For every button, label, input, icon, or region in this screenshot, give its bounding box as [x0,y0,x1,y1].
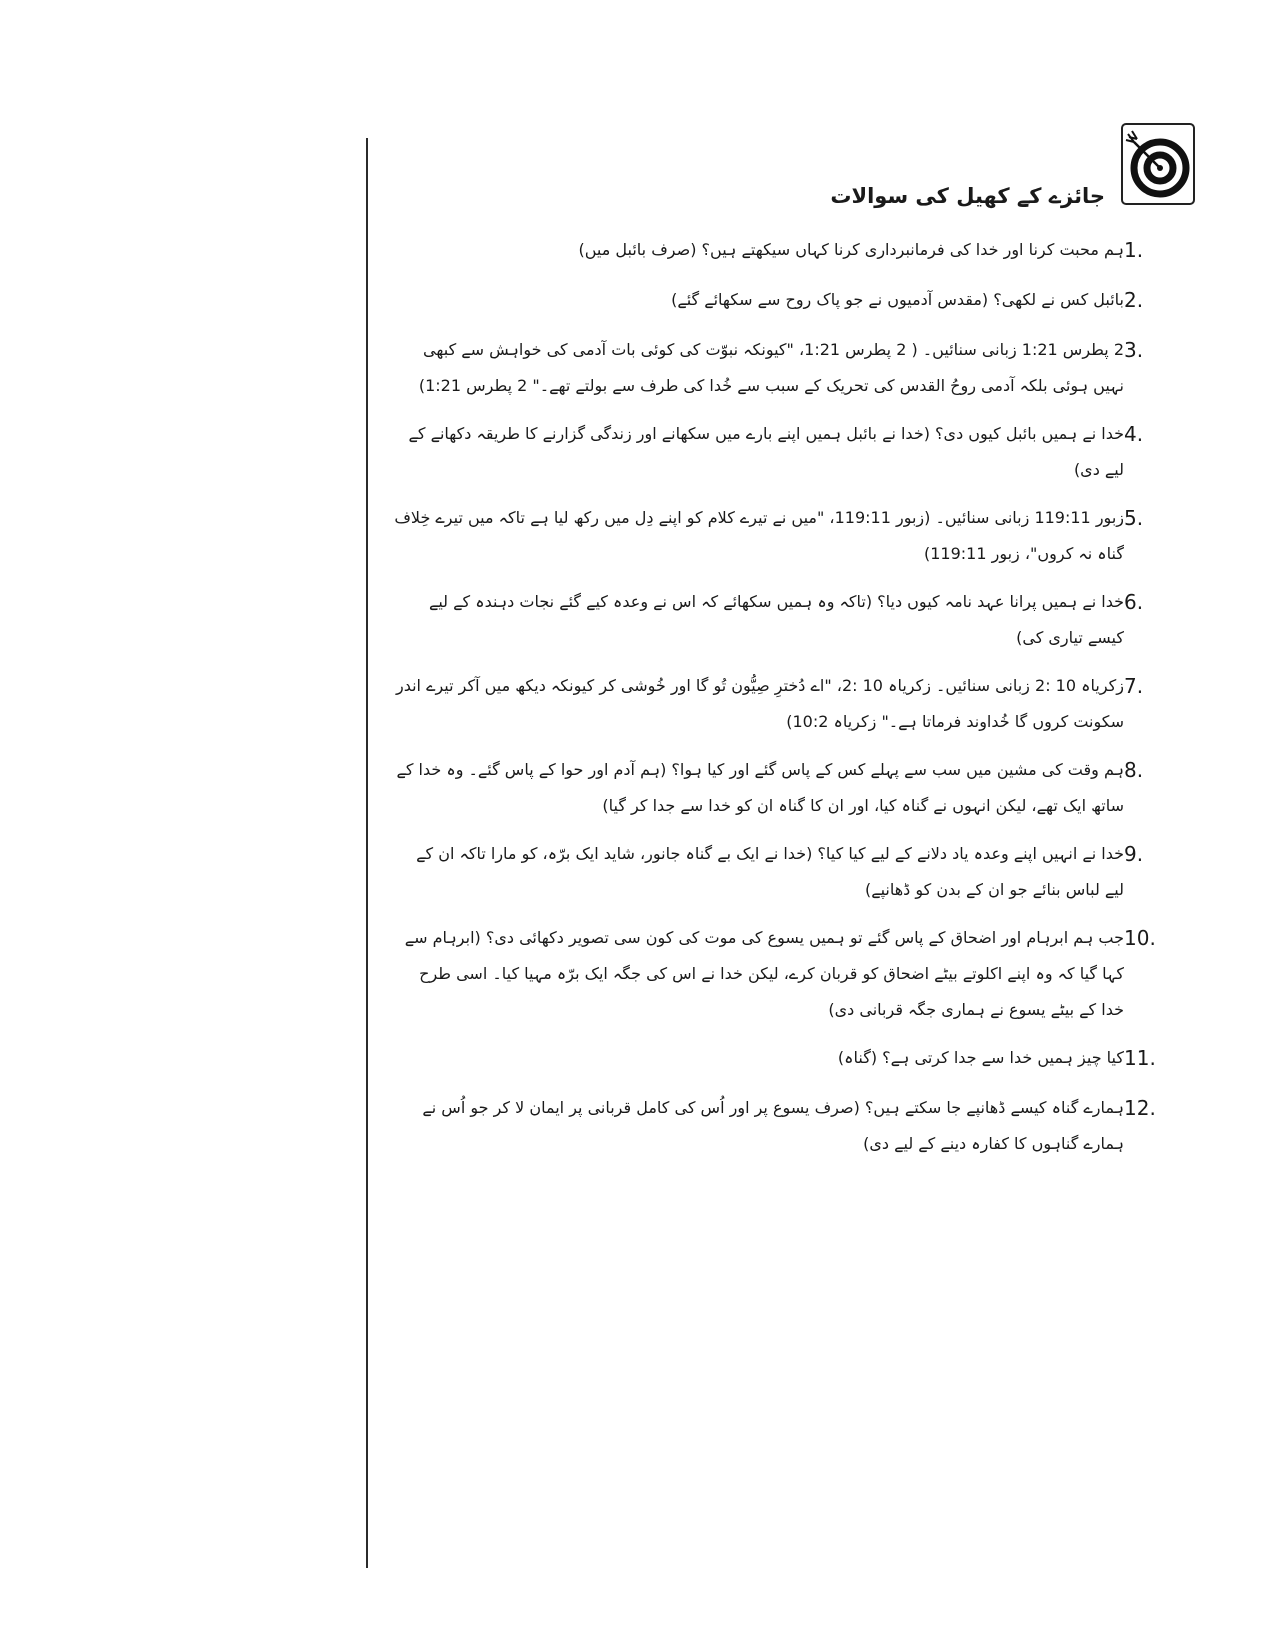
question-number: 11. [1124,1046,1156,1070]
question-number: 7. [1124,674,1144,698]
question-text: ہمارے گناہ کیسے ڈھانپے جا سکتے ہیں؟ (صرف یسوع پر اور اُس کی کامل قربانی پر ایمان لا کر جو اُس نے ہمارے گناہوں کا کفارہ دینے کے لیے دی) [422,1098,1124,1153]
question-text: زبور 119:11 زبانی سنائیں۔ (زبور 119:11، "میں نے تیرے کلام کو اپنے دِل میں رکھ لیا ہے تاکہ میں تیرے خِلاف گناہ نہ کروں"، زبور 119:11) [394,508,1124,563]
question-text: ہم محبت کرنا اور خدا کی فرمانبرداری کرنا کہاں سیکھتے ہیں؟ (صرف بائبل میں) [578,240,1124,259]
question-number: 8. [1124,758,1144,782]
target-icon [1120,122,1196,206]
page-title: جائزے کے کھیل کی سوالات [830,184,1105,208]
list-item [392,232,1170,268]
list-item [392,416,1170,488]
question-number: 10. [1124,926,1156,950]
question-text: خدا نے ہمیں بائبل کیوں دی؟ (خدا نے بائبل ہمیں اپنے بارے میں سکھانے اور زندگی گزارنے کا طریقہ دکھانے کے لیے دی) [408,424,1124,479]
question-text: خدا نے ہمیں پرانا عہد نامہ کیوں دیا؟ (تاکہ وہ ہمیں سکھائے کہ اس نے وعدہ کیے گئے نجات دہندہ کے لیے کیسے تیاری کی) [428,592,1124,647]
question-text: زکریاہ 10 :2 زبانی سنائیں۔ زکریاہ 10 :2، "اے دُخترِ صِیُّون تُو گا اور خُوشی کر کیونکہ دیکھ میں آکر تیرے اندر سکونت کروں گا خُداوند فرماتا ہے۔" زکریاہ 10:2) [395,676,1124,731]
list-item [392,332,1170,404]
question-number: 9. [1124,842,1144,866]
question-text: بائبل کس نے لکھی؟ (مقدس آدمیوں نے جو پاک روح سے سکھائے گئے) [671,290,1124,309]
question-number: 3. [1124,338,1144,362]
question-text: جب ہم ابرہام اور اضحاق کے پاس گئے تو ہمیں یسوع کی موت کی کون سی تصویر دکھائی دی؟ (ابرہام سے کہا گیا کہ وہ اپنے اکلوتے بیٹے اضحاق کو قربان کرے، لیکن خدا نے اس کی جگہ ایک برّہ مہیا کیا۔ اسی طرح خدا کے بیٹے یسوع نے ہماری جگہ قربانی دی) [404,928,1124,1019]
list-item [392,500,1170,572]
list-item [392,836,1170,908]
question-number: 12. [1124,1096,1156,1120]
question-text: کیا چیز ہمیں خدا سے جدا کرتی ہے؟ (گناہ) [837,1048,1124,1067]
list-item [392,752,1170,824]
question-number: 6. [1124,590,1144,614]
list-item [392,668,1170,740]
question-number: 2. [1124,288,1144,312]
question-text: 2 پطرس 1:21 زبانی سنائیں۔ ( 2 پطرس 1:21، "کیونکہ نبوّت کی کوئی بات آدمی کی خواہش سے کبھی نہیں ہوئی بلکہ آدمی روحُ القدس کی تحریک کے سبب سے خُدا کی طرف سے بولتے تھے۔" 2 پطرس 1:21) [418,340,1124,395]
question-number: 1. [1124,238,1144,262]
list-item [392,584,1170,656]
question-number: 4. [1124,422,1144,446]
margin-rule [366,138,368,1568]
question-text: ہم وقت کی مشین میں سب سے پہلے کس کے پاس گئے اور کیا ہوا؟ (ہم آدم اور حوا کے پاس گئے۔ وہ خدا کے ساتھ ایک تھے، لیکن انہوں نے گناہ کیا، اور ان کا گناہ ان کو خدا سے جدا کر گیا) [396,760,1124,815]
list-item [392,1040,1170,1076]
question-number: 5. [1124,506,1144,530]
question-text: خدا نے انہیں اپنے وعدہ یاد دلانے کے لیے کیا کیا؟ (خدا نے ایک بے گناہ جانور، شاید ایک برّہ، کو مارا تاکہ ان کے لیے لباس بنائے جو ان کے بدن کو ڈھانپے) [416,844,1124,899]
list-item [392,1090,1170,1162]
questions-list [392,232,1170,1162]
list-item [392,920,1170,1028]
list-item [392,282,1170,318]
